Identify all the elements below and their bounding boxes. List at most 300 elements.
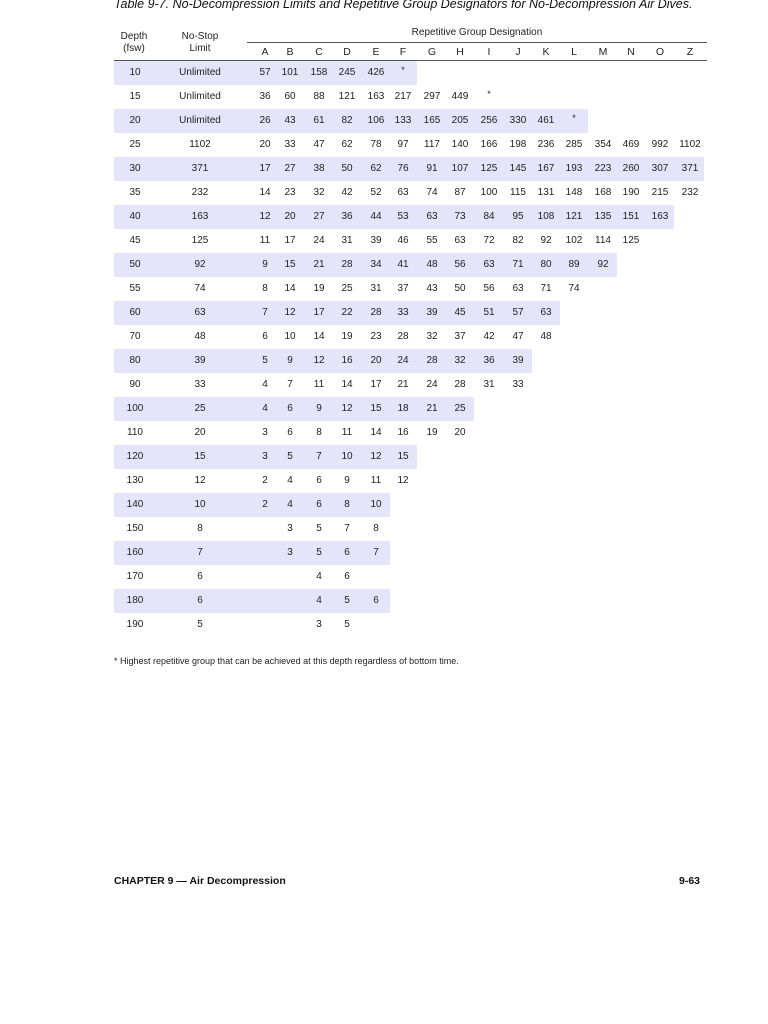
group-cell-j: 198 (509, 139, 527, 150)
table-row (0, 325, 768, 349)
group-cell-i: * (487, 89, 491, 99)
group-cell-d: 36 (341, 211, 353, 222)
group-letter-f: F (399, 46, 407, 58)
group-cell-h: 37 (454, 331, 466, 342)
nostop-limit-cell: 371 (191, 163, 209, 174)
group-cell-a: 6 (262, 331, 268, 342)
group-cell-l: 74 (568, 283, 580, 294)
group-cell-c: 3 (316, 619, 322, 630)
table-row (0, 493, 768, 517)
group-cell-d: 19 (341, 331, 353, 342)
group-cell-l: 285 (565, 139, 583, 150)
group-cell-l: 89 (568, 259, 580, 270)
group-cell-j: 39 (512, 355, 524, 366)
group-cell-h: 25 (454, 403, 466, 414)
group-cell-g: 48 (426, 259, 438, 270)
group-cell-d: 5 (344, 595, 350, 606)
group-cell-b: 6 (287, 427, 293, 438)
group-cell-z: 1102 (679, 139, 701, 150)
group-cell-o: 992 (651, 139, 669, 150)
group-cell-f: 18 (397, 403, 409, 414)
group-cell-k: 167 (537, 163, 555, 174)
group-cell-z: 371 (681, 163, 699, 174)
group-cell-f: 24 (397, 355, 409, 366)
group-cell-f: 63 (397, 187, 409, 198)
group-letter-b: B (286, 46, 294, 58)
group-letter-o: O (655, 46, 665, 58)
group-cell-e: 12 (370, 451, 382, 462)
group-cell-h: 205 (451, 115, 469, 126)
group-cell-i: 42 (483, 331, 495, 342)
group-cell-c: 32 (313, 187, 325, 198)
depth-header (118, 31, 150, 55)
group-cell-b: 7 (287, 379, 293, 390)
group-cell-h: 449 (451, 91, 469, 102)
group-cell-f: 16 (397, 427, 409, 438)
group-cell-j: 95 (512, 211, 524, 222)
group-cell-a: 2 (262, 499, 268, 510)
group-cell-b: 6 (287, 403, 293, 414)
group-cell-a: 14 (259, 187, 271, 198)
group-cell-f: 12 (397, 475, 409, 486)
group-cell-k: 236 (537, 139, 555, 150)
group-cell-n: 125 (622, 235, 640, 246)
table-row (0, 565, 768, 589)
nostop-limit-cell: 1102 (189, 139, 211, 150)
group-cell-h: 87 (454, 187, 466, 198)
group-cell-g: 165 (423, 115, 441, 126)
group-cell-c: 19 (313, 283, 325, 294)
footer-chapter: CHAPTER 9 — Air Decompression (114, 875, 286, 887)
depth-cell: 80 (129, 355, 141, 366)
group-cell-a: 2 (262, 475, 268, 486)
group-cell-f: 15 (397, 451, 409, 462)
table-row (0, 181, 768, 205)
nostop-limit-cell: 12 (194, 475, 206, 486)
group-cell-i: 51 (483, 307, 495, 318)
group-cell-d: 14 (341, 379, 353, 390)
group-cell-f: 76 (397, 163, 409, 174)
group-cell-n: 469 (622, 139, 640, 150)
group-cell-l: 193 (565, 163, 583, 174)
group-cell-b: 3 (287, 547, 293, 558)
group-cell-d: 16 (341, 355, 353, 366)
group-cell-i: 36 (483, 355, 495, 366)
group-cell-j: 71 (512, 259, 524, 270)
group-cell-e: 11 (370, 475, 382, 486)
nostop-limit-cell: 39 (194, 355, 206, 366)
group-cell-d: 42 (341, 187, 353, 198)
table-row (0, 253, 768, 277)
group-cell-f: 21 (397, 379, 409, 390)
group-cell-k: 71 (540, 283, 552, 294)
group-cell-h: 107 (451, 163, 469, 174)
group-cell-e: 62 (370, 163, 382, 174)
nostop-limit-cell: Unlimited (179, 67, 221, 78)
group-cell-c: 27 (313, 211, 325, 222)
group-cell-d: 82 (341, 115, 353, 126)
nostop-limit-cell: 6 (197, 571, 203, 582)
group-cell-i: 125 (480, 163, 498, 174)
group-cell-a: 36 (259, 91, 271, 102)
group-cell-e: 78 (370, 139, 382, 150)
group-cell-c: 17 (313, 307, 325, 318)
group-cell-a: 8 (262, 283, 268, 294)
table-row (0, 85, 768, 109)
group-cell-l: 102 (565, 235, 583, 246)
depth-cell: 160 (126, 547, 144, 558)
footer-page-number: 9-63 (678, 875, 700, 887)
group-cell-g: 91 (426, 163, 438, 174)
group-cell-h: 73 (454, 211, 466, 222)
group-cell-e: 7 (373, 547, 379, 558)
group-cell-k: 80 (540, 259, 552, 270)
footnote: * Highest repetitive group that can be achieved at this depth regardless of bottom time. (114, 656, 459, 666)
nostop-limit-cell: 15 (194, 451, 206, 462)
group-letter-a: A (261, 46, 269, 58)
group-cell-e: 39 (370, 235, 382, 246)
table-row (0, 541, 768, 565)
group-cell-e: 106 (367, 115, 385, 126)
group-cell-g: 55 (426, 235, 438, 246)
group-cell-h: 63 (454, 235, 466, 246)
depth-cell: 55 (129, 283, 141, 294)
nostop-limit-cell: 63 (194, 307, 206, 318)
group-cell-f: 46 (397, 235, 409, 246)
table-row (0, 421, 768, 445)
group-cell-h: 45 (454, 307, 466, 318)
group-cell-g: 21 (426, 403, 438, 414)
group-cell-f: 33 (397, 307, 409, 318)
table-row (0, 229, 768, 253)
group-cell-e: 14 (370, 427, 382, 438)
group-cell-e: 31 (370, 283, 382, 294)
depth-cell: 20 (129, 115, 141, 126)
group-cell-c: 47 (313, 139, 325, 150)
nostop-limit-cell: 33 (194, 379, 206, 390)
group-cell-c: 14 (313, 331, 325, 342)
table-row (0, 517, 768, 541)
group-letter-j: J (515, 46, 521, 58)
depth-cell: 120 (126, 451, 144, 462)
nostop-header (172, 31, 228, 55)
group-cell-h: 50 (454, 283, 466, 294)
depth-cell: 70 (129, 331, 141, 342)
group-cell-a: 20 (259, 139, 271, 150)
group-cell-k: 92 (540, 235, 552, 246)
depth-cell: 130 (126, 475, 144, 486)
group-cell-g: 74 (426, 187, 438, 198)
group-cell-j: 33 (512, 379, 524, 390)
depth-cell: 10 (129, 67, 141, 78)
group-cell-c: 21 (313, 259, 325, 270)
group-cell-l: * (572, 113, 576, 123)
group-cell-f: 97 (397, 139, 409, 150)
group-cell-a: 7 (262, 307, 268, 318)
group-cell-d: 62 (341, 139, 353, 150)
group-cell-c: 12 (313, 355, 325, 366)
group-cell-c: 6 (316, 475, 322, 486)
group-cell-k: 131 (537, 187, 555, 198)
group-cell-a: 3 (262, 451, 268, 462)
group-cell-c: 6 (316, 499, 322, 510)
group-cell-a: 57 (259, 67, 271, 78)
group-cell-k: 108 (537, 211, 555, 222)
nostop-limit-cell: 125 (191, 235, 209, 246)
group-cell-b: 5 (287, 451, 293, 462)
group-cell-m: 223 (594, 163, 612, 174)
group-cell-c: 5 (316, 547, 322, 558)
nostop-limit-cell: 8 (197, 523, 203, 534)
table-row (0, 469, 768, 493)
group-cell-d: 11 (341, 427, 353, 438)
group-cell-m: 168 (594, 187, 612, 198)
group-cell-j: 330 (509, 115, 527, 126)
group-cell-l: 121 (565, 211, 583, 222)
depth-cell: 100 (126, 403, 144, 414)
group-cell-a: 17 (259, 163, 271, 174)
table-row (0, 61, 768, 85)
group-cell-c: 4 (316, 571, 322, 582)
group-cell-g: 28 (426, 355, 438, 366)
group-cell-j: 47 (512, 331, 524, 342)
group-cell-n: 151 (622, 211, 640, 222)
group-cell-a: 12 (259, 211, 271, 222)
group-cell-c: 9 (316, 403, 322, 414)
group-cell-e: 10 (370, 499, 382, 510)
group-cell-c: 158 (310, 67, 328, 78)
group-cell-e: 44 (370, 211, 382, 222)
group-cell-a: 4 (262, 379, 268, 390)
group-cell-i: 100 (480, 187, 498, 198)
group-letter-n: N (627, 46, 635, 58)
group-cell-d: 6 (344, 547, 350, 558)
nostop-limit-cell: 163 (191, 211, 209, 222)
group-letter-h: H (456, 46, 464, 58)
group-cell-e: 15 (370, 403, 382, 414)
group-letter-g: G (427, 46, 437, 58)
group-cell-b: 3 (287, 523, 293, 534)
depth-cell: 50 (129, 259, 141, 270)
group-cell-b: 20 (284, 211, 296, 222)
depth-cell: 35 (129, 187, 141, 198)
group-cell-i: 63 (483, 259, 495, 270)
group-cell-c: 7 (316, 451, 322, 462)
group-cell-a: 5 (262, 355, 268, 366)
group-cell-g: 19 (426, 427, 438, 438)
group-cell-g: 39 (426, 307, 438, 318)
group-cell-f: 37 (397, 283, 409, 294)
nostop-label: No-Stop (181, 31, 219, 42)
depth-cell: 40 (129, 211, 141, 222)
group-letter-c: C (315, 46, 323, 58)
group-cell-c: 11 (313, 379, 325, 390)
depth-cell: 60 (129, 307, 141, 318)
group-cell-b: 4 (287, 499, 293, 510)
group-cell-h: 56 (454, 259, 466, 270)
group-cell-d: 121 (338, 91, 356, 102)
group-cell-c: 24 (313, 235, 325, 246)
group-cell-f: * (401, 65, 405, 75)
group-cell-e: 426 (367, 67, 385, 78)
nostop-limit-cell: 74 (194, 283, 206, 294)
group-cell-e: 23 (370, 331, 382, 342)
group-title-rule (247, 42, 707, 43)
group-cell-k: 461 (537, 115, 555, 126)
group-cell-b: 12 (284, 307, 296, 318)
table-row (0, 349, 768, 373)
group-cell-o: 307 (651, 163, 669, 174)
group-cell-b: 10 (284, 331, 296, 342)
group-cell-i: 84 (483, 211, 495, 222)
depth-cell: 110 (127, 427, 143, 438)
depth-label: Depth (120, 31, 148, 42)
group-cell-z: 232 (681, 187, 699, 198)
depth-cell: 180 (126, 595, 144, 606)
group-cell-g: 32 (426, 331, 438, 342)
group-cell-b: 60 (284, 91, 296, 102)
table-row (0, 109, 768, 133)
table-row (0, 397, 768, 421)
group-cell-o: 163 (651, 211, 669, 222)
group-cell-j: 145 (509, 163, 527, 174)
group-letter-e: E (372, 46, 380, 58)
group-cell-i: 56 (483, 283, 495, 294)
group-letter-l: L (571, 46, 577, 58)
table-row (0, 301, 768, 325)
group-cell-a: 3 (262, 427, 268, 438)
table-row (0, 205, 768, 229)
group-cell-d: 50 (341, 163, 353, 174)
nostop-limit-cell: 10 (194, 499, 206, 510)
table-row (0, 133, 768, 157)
table-row (0, 445, 768, 469)
depth-cell: 170 (126, 571, 144, 582)
group-cell-d: 9 (344, 475, 350, 486)
nostop-limit-cell: Unlimited (179, 91, 221, 102)
group-cell-d: 22 (341, 307, 353, 318)
group-cell-m: 354 (594, 139, 612, 150)
group-cell-j: 63 (512, 283, 524, 294)
group-cell-b: 4 (287, 475, 293, 486)
group-cell-c: 38 (313, 163, 325, 174)
depth-cell: 45 (129, 235, 141, 246)
group-cell-n: 260 (622, 163, 640, 174)
group-cell-g: 43 (426, 283, 438, 294)
group-cell-b: 27 (284, 163, 296, 174)
group-cell-m: 114 (595, 235, 611, 246)
group-cell-i: 166 (480, 139, 498, 150)
group-cell-o: 215 (651, 187, 669, 198)
group-letter-z: Z (686, 46, 694, 58)
table-row (0, 613, 768, 637)
group-cell-b: 14 (284, 283, 296, 294)
nostop-label-2: Limit (189, 43, 211, 54)
depth-cell: 30 (129, 163, 141, 174)
group-cell-i: 31 (483, 379, 495, 390)
group-cell-m: 135 (594, 211, 612, 222)
table-row (0, 373, 768, 397)
nostop-limit-cell: 6 (197, 595, 203, 606)
group-cell-c: 61 (313, 115, 325, 126)
nostop-limit-cell: 7 (197, 547, 203, 558)
group-cell-e: 34 (370, 259, 382, 270)
group-cell-d: 31 (341, 235, 353, 246)
group-cell-d: 6 (344, 571, 350, 582)
group-cell-k: 48 (540, 331, 552, 342)
group-cell-e: 163 (367, 91, 385, 102)
group-cell-e: 6 (373, 595, 379, 606)
group-cell-a: 9 (262, 259, 268, 270)
group-cell-g: 297 (423, 91, 441, 102)
group-cell-d: 245 (338, 67, 356, 78)
group-letter-k: K (542, 46, 550, 58)
group-cell-f: 53 (397, 211, 409, 222)
depth-cell: 190 (126, 619, 144, 630)
group-cell-m: 92 (597, 259, 609, 270)
group-cell-h: 140 (451, 139, 469, 150)
group-cell-g: 117 (424, 139, 440, 150)
group-cell-e: 28 (370, 307, 382, 318)
table-caption: Table 9-7. No-Decompression Limits and Repetitive Group Designators for No-Decompression Air Dives. (114, 0, 693, 11)
group-cell-e: 20 (370, 355, 382, 366)
nostop-limit-cell: 48 (194, 331, 206, 342)
nostop-limit-cell: 25 (194, 403, 206, 414)
group-cell-a: 4 (262, 403, 268, 414)
group-cell-j: 115 (510, 187, 526, 198)
group-cell-n: 190 (622, 187, 640, 198)
depth-cell: 25 (129, 139, 141, 150)
depth-cell: 15 (129, 91, 141, 102)
group-cell-f: 217 (394, 91, 412, 102)
depth-cell: 150 (126, 523, 144, 534)
group-cell-c: 88 (313, 91, 325, 102)
group-cell-d: 25 (341, 283, 353, 294)
group-cell-k: 63 (540, 307, 552, 318)
group-cell-i: 72 (483, 235, 495, 246)
group-cell-e: 52 (370, 187, 382, 198)
group-cell-b: 33 (284, 139, 296, 150)
group-cell-c: 5 (316, 523, 322, 534)
group-cell-e: 8 (373, 523, 379, 534)
group-letter-m: M (598, 46, 608, 58)
group-cell-d: 28 (341, 259, 353, 270)
group-cell-d: 8 (344, 499, 350, 510)
group-cell-e: 17 (370, 379, 382, 390)
group-cell-d: 10 (341, 451, 353, 462)
group-cell-b: 9 (287, 355, 293, 366)
nostop-limit-cell: Unlimited (179, 115, 221, 126)
group-cell-a: 11 (259, 235, 271, 246)
group-cell-f: 41 (397, 259, 409, 270)
group-cell-d: 12 (341, 403, 353, 414)
group-cell-h: 32 (454, 355, 466, 366)
group-cell-l: 148 (565, 187, 583, 198)
group-cell-a: 26 (259, 115, 271, 126)
depth-units: (fsw) (123, 43, 145, 54)
nostop-limit-cell: 5 (197, 619, 203, 630)
group-cell-g: 24 (426, 379, 438, 390)
nostop-limit-cell: 92 (194, 259, 206, 270)
group-cell-j: 57 (512, 307, 524, 318)
group-cell-b: 17 (284, 235, 296, 246)
table-row (0, 589, 768, 613)
group-cell-c: 8 (316, 427, 322, 438)
group-cell-i: 256 (480, 115, 498, 126)
group-cell-b: 23 (284, 187, 296, 198)
group-designation-title: Repetitive Group Designation (411, 27, 543, 38)
group-cell-b: 101 (281, 67, 299, 78)
